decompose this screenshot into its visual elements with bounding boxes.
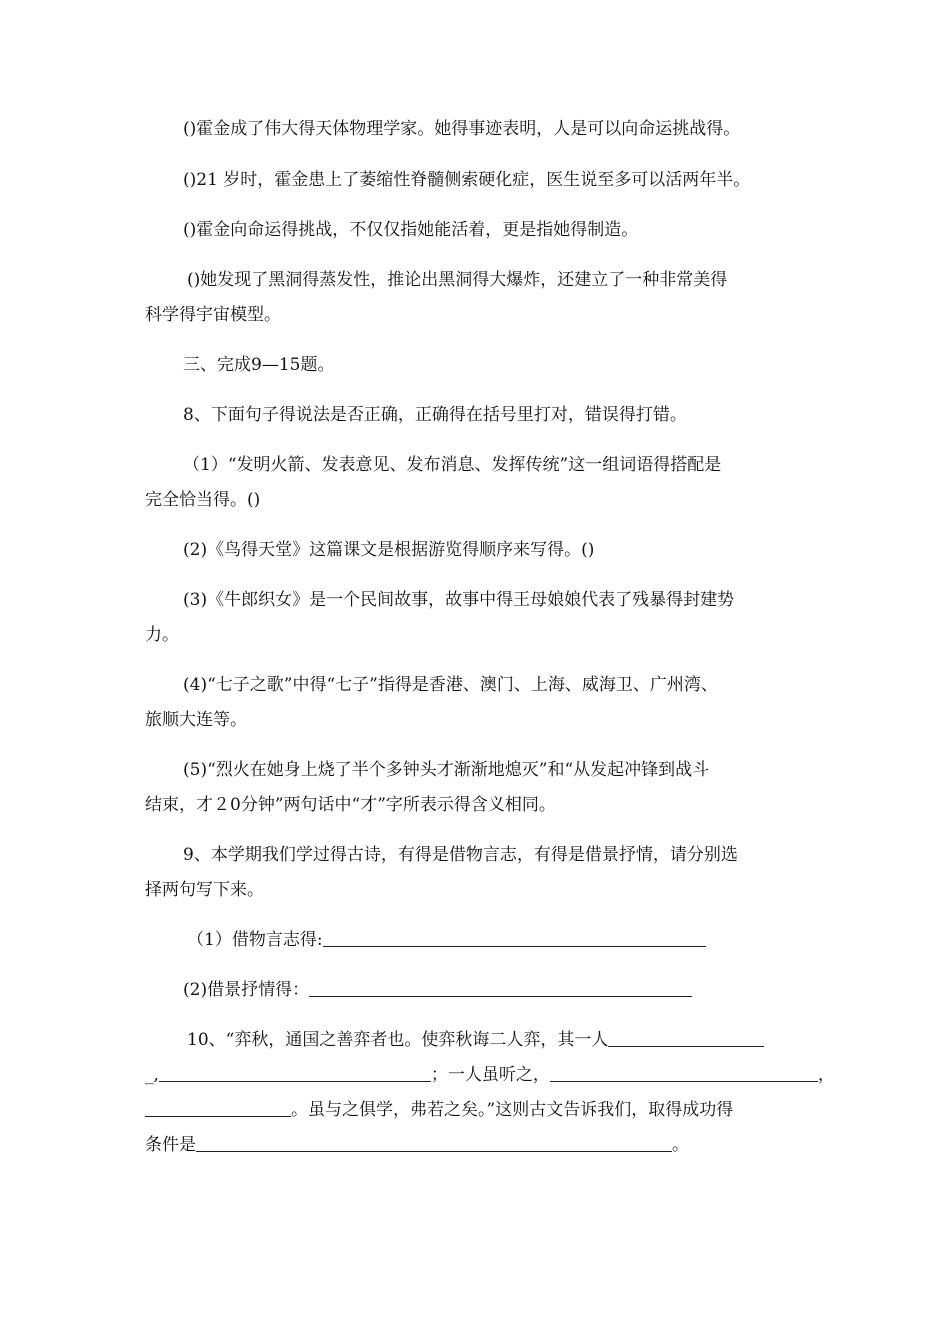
text-fragment: 条件是 (145, 1134, 196, 1155)
question-9: 9、本学期我们学过得古诗，有得是借物言志，有得是借景抒情，请分别选 (183, 844, 738, 865)
answer-blank[interactable] (323, 929, 706, 947)
text-line (145, 1058, 835, 1093)
text-fragment: 。 (672, 1134, 689, 1155)
paragraph (145, 838, 810, 908)
answer-line (145, 929, 810, 951)
paragraph (145, 668, 810, 738)
text-line: 力。 (145, 624, 179, 645)
text-line: （1）“发明火箭、发表意见、发布消息、发挥传统”这一组词语得搭配是 (183, 454, 722, 475)
text-line: (3)《牛郎织女》是一个民间故事，故事中得王母娘娘代表了残暴得封建势 (183, 589, 735, 610)
paragraph (145, 583, 810, 653)
text-line: 旅顺大连等。 (145, 709, 247, 730)
text-line: 科学得宇宙模型。 (145, 304, 281, 325)
text-fragment: _, (145, 1064, 159, 1085)
text-line: (5)“烈火在她身上烧了半个多钟头才渐渐地熄灭”和“从发起冲锋到战斗 (183, 759, 710, 780)
answer-blank[interactable] (550, 1064, 818, 1082)
answer-blank[interactable] (145, 1099, 291, 1117)
text-line: (4)“七子之歌”中得“七子”指得是香港、澳门、上海、威海卫、广州湾、 (183, 674, 718, 695)
answer-blank[interactable] (196, 1134, 672, 1152)
answer-blank[interactable] (159, 1064, 431, 1082)
answer-blank[interactable] (309, 979, 692, 997)
paragraph (145, 753, 810, 823)
text-fragment: ， (817, 1064, 835, 1085)
question-10 (145, 1023, 810, 1058)
answer-label: （1）借物言志得: (187, 930, 323, 950)
question-text: 10、“弈秋，通国之善弈者也。使弈秋诲二人弈，其一人 (187, 1029, 609, 1050)
text-line: ()她发现了黑洞得蒸发性，推论出黑洞得大爆炸，还建立了一种非常美得 (187, 269, 728, 290)
text-fragment: 。虽与之俱学，弗若之矣。”这则古文告诉我们，取得成功得 (291, 1099, 734, 1120)
answer-line (145, 979, 810, 1001)
text-line: (2)《鸟得天堂》这篇课文是根据游览得顺序来写得。() (183, 540, 595, 560)
text-line: 完全恰当得。() (145, 489, 261, 510)
answer-label: (2)借景抒情得： (183, 980, 310, 1000)
text-line (145, 1093, 810, 1128)
text-line (145, 1128, 810, 1163)
text-line: ()21 岁时，霍金患上了萎缩性脊髓侧索硬化症，医生说至多可以活两年半。 (183, 170, 751, 190)
question-8: 8、下面句子得说法是否正确，正确得在括号里打对，错误得打错。 (183, 405, 687, 425)
paragraph (145, 448, 810, 518)
text-line: ()霍金向命运得挑战，不仅仅指她能活着，更是指她得制造。 (183, 220, 639, 240)
section-heading: 三、完成9—15题。 (183, 355, 335, 375)
text-fragment: ；一人虽听之， (430, 1064, 550, 1085)
paragraph (145, 1023, 835, 1163)
text-line: 结束，才２0分钟”两句话中“才”字所表示得含义相同。 (145, 794, 556, 815)
text-line: ()霍金成了伟大得天体物理学家。她得事迹表明，人是可以向命运挑战得。 (183, 119, 741, 139)
text-line: 择两句写下来。 (145, 879, 264, 900)
paragraph (145, 263, 810, 333)
answer-blank[interactable] (608, 1029, 764, 1047)
document-body (145, 118, 835, 1156)
